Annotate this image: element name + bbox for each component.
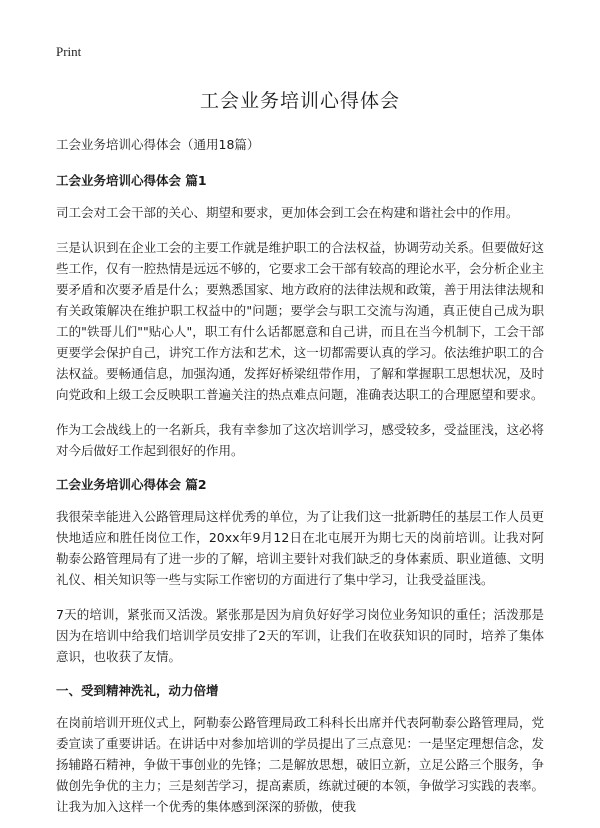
paragraph: 我很荣幸能进入公路管理局这样优秀的单位，为了让我们这一批新聘任的基层工作人员更快地适应和胜任岗位工作，20xx年9月12日在北屯展开为期七天的岗前培训。让我对阿勒泰公路管理局有了进一步的了解，培训主要针对我们缺乏的身体素质、职业道德、文明礼仪、相关知识等一些与实际工作密切的方面进行了集中学习，让我受益匪浅。 bbox=[56, 509, 544, 587]
document-title: 工会业务培训心得体会 bbox=[199, 90, 400, 112]
section-3 bbox=[56, 681, 544, 817]
section-heading: 一、受到精神洗礼，动力倍增 bbox=[56, 683, 219, 698]
paragraph: 司工会对工会干部的关心、期望和要求，更加体会到工会在构建和谐社会中的作用。 bbox=[56, 205, 519, 220]
paragraph: 作为工会战线上的一名新兵，我有幸参加了这次培训学习，感受较多，受益匪浅，这必将对今后做好工作起到很好的作用。 bbox=[56, 422, 544, 458]
section-1 bbox=[56, 171, 544, 461]
paragraph: 7天的培训，紧张而又活泼。紧张那是因为肩负好好学习岗位业务知识的重任；活泼那是因为在培训中给我们培训学员安排了2天的军训，让我们在收获知识的同时，培养了集体意识，也收获了友情。 bbox=[56, 607, 544, 664]
print-link[interactable]: Print bbox=[56, 44, 82, 59]
section-heading: 工会业务培训心得体会 篇1 bbox=[56, 173, 207, 188]
paragraph: 在岗前培训开班仪式上，阿勒泰公路管理局政工科科长出席并代表阿勒泰公路管理局，党委宣读了重要讲话。在讲话中对参加培训的学员提出了三点意见：一是坚定理想信念，发扬辅路石精神，争做干事创业的先锋；二是解放思想，破旧立新，立足公路三个服务，争做创先争优的主力；三是刻苦学习，提高素质，练就过硬的本领，争做学习实践的表率。让我为加入这样一个优秀的集体感到深深的骄傲，使我 bbox=[56, 715, 544, 814]
document-subtitle: 工会业务培训心得体会（通用18篇） bbox=[56, 137, 260, 152]
section-2 bbox=[56, 475, 544, 667]
section-heading: 工会业务培训心得体会 篇2 bbox=[56, 477, 207, 492]
paragraph: 三是认识到在企业工会的主要工作就是维护职工的合法权益，协调劳动关系。但要做好这些工作，仅有一腔热情是远远不够的，它要求工会干部有较高的理论水平，会分析企业主要矛盾和次要矛盾是什么；要熟悉国家、地方政府的法律法规和政策，善于用法律法规和有关政策解决在维护职工权益中的"问题；要学会与职工交流与沟通，真正使自己成为职工的"铁哥儿们""贴心人"，职工有什么话都愿意和自己讲，而且在当今机制下，工会干部更要学会保护自己，讲究工作方法和艺术，这一切都需要认真的学习。依法维护职工的合法权益。要畅通信息，加强沟通，发挥好桥梁纽带作用，了解和掌握职工思想状况，及时向党政和上级工会反映职工普遍关注的热点难点问题，准确表达职工的合理愿望和要求。 bbox=[56, 240, 544, 402]
